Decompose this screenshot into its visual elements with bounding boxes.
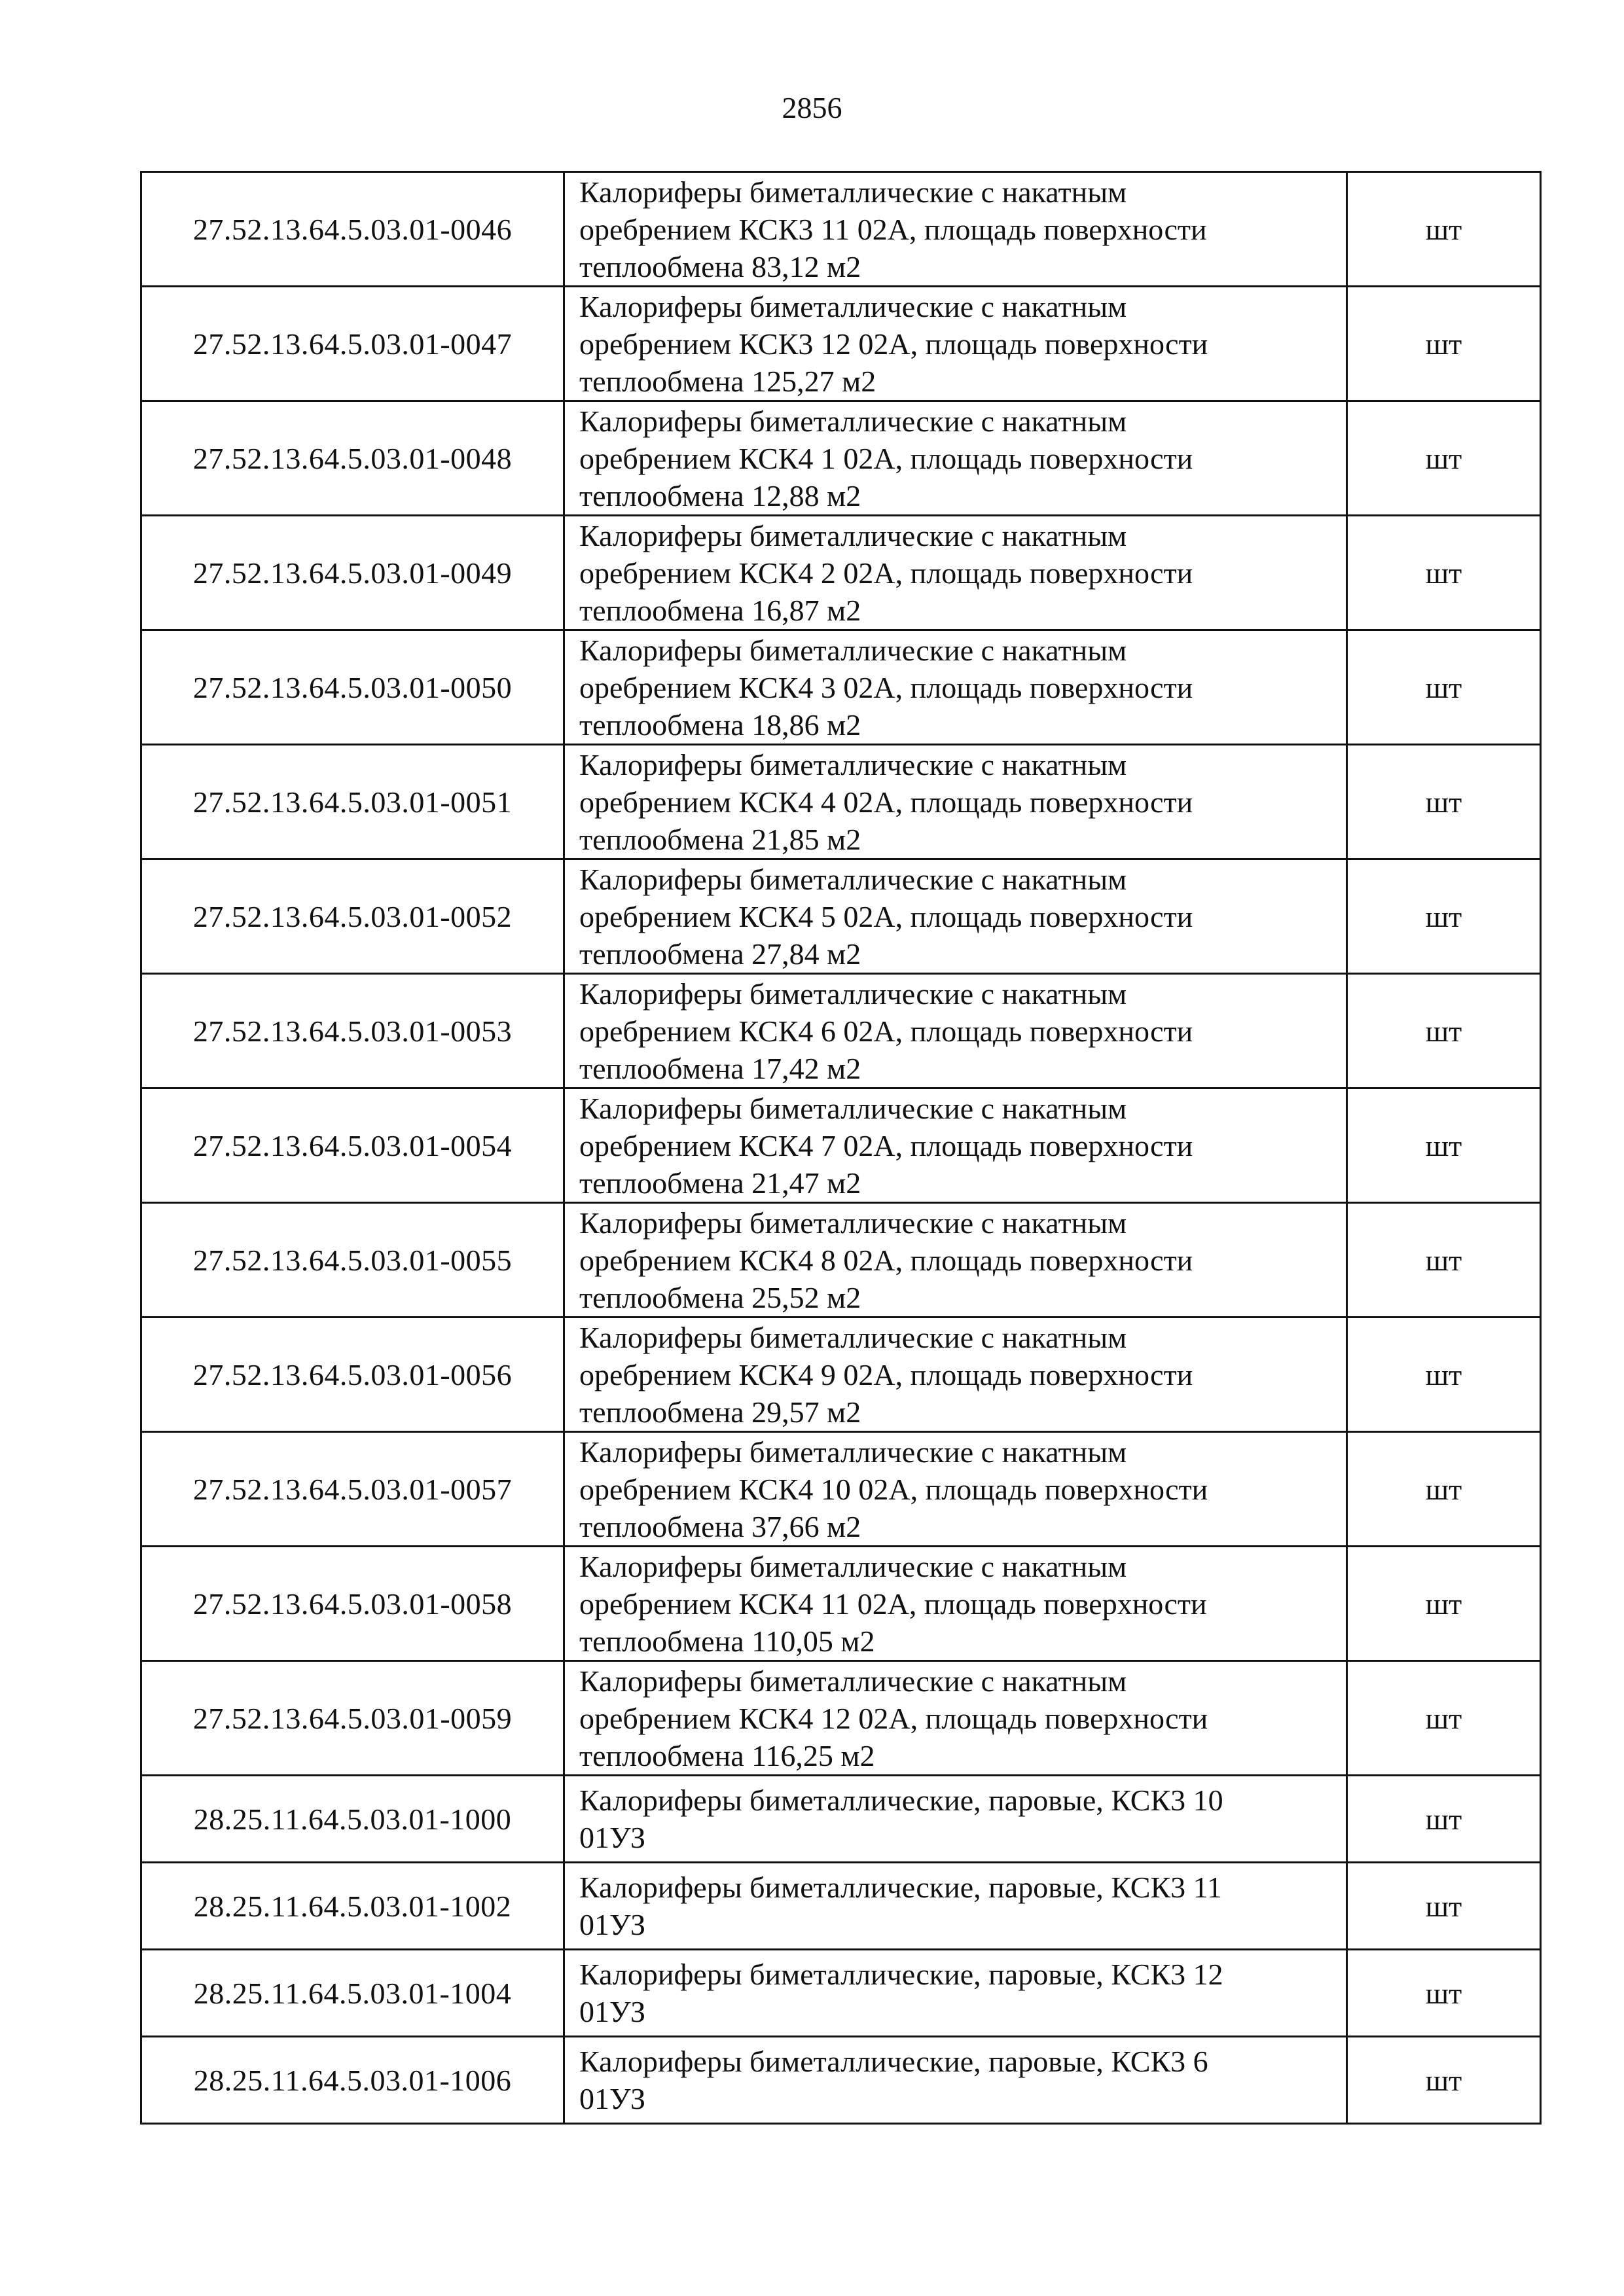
- table-row: [141, 1432, 1541, 1547]
- unit-of-measure: шт: [1347, 1950, 1541, 2037]
- unit-of-measure: шт: [1347, 1547, 1541, 1661]
- unit-of-measure: шт: [1347, 1863, 1541, 1950]
- resource-code: 28.25.11.64.5.03.01-1004: [141, 1950, 564, 2037]
- resource-code: 27.52.13.64.5.03.01-0054: [141, 1088, 564, 1203]
- resource-code: 28.25.11.64.5.03.01-1002: [141, 1863, 564, 1950]
- table-row: [141, 401, 1541, 516]
- table-row: [141, 630, 1541, 745]
- resource-description: Калориферы биметаллические с накатным оребрением КСК3 12 02А, площадь поверхности теплообмена 125,27 м2: [564, 287, 1347, 401]
- resource-description: Калориферы биметаллические, паровые, КСК3 12 01УЗ: [564, 1950, 1347, 2037]
- resource-description: Калориферы биметаллические с накатным оребрением КСК4 12 02А, площадь поверхности теплообмена 116,25 м2: [564, 1661, 1347, 1776]
- resource-code: 27.52.13.64.5.03.01-0055: [141, 1203, 564, 1318]
- resource-code: 28.25.11.64.5.03.01-1006: [141, 2037, 564, 2124]
- unit-of-measure: шт: [1347, 859, 1541, 974]
- table-row: [141, 1547, 1541, 1661]
- table-row: [141, 745, 1541, 859]
- resource-description: Калориферы биметаллические, паровые, КСК3 10 01УЗ: [564, 1776, 1347, 1863]
- resource-code: 27.52.13.64.5.03.01-0049: [141, 516, 564, 630]
- resource-code: 27.52.13.64.5.03.01-0058: [141, 1547, 564, 1661]
- unit-of-measure: шт: [1347, 401, 1541, 516]
- resource-code: 27.52.13.64.5.03.01-0050: [141, 630, 564, 745]
- unit-of-measure: шт: [1347, 1432, 1541, 1547]
- resource-code: 27.52.13.64.5.03.01-0048: [141, 401, 564, 516]
- resource-description: Калориферы биметаллические с накатным оребрением КСК4 7 02А, площадь поверхности теплообмена 21,47 м2: [564, 1088, 1347, 1203]
- table-row: [141, 516, 1541, 630]
- unit-of-measure: шт: [1347, 287, 1541, 401]
- resource-description: Калориферы биметаллические с накатным оребрением КСК4 5 02А, площадь поверхности теплообмена 27,84 м2: [564, 859, 1347, 974]
- unit-of-measure: шт: [1347, 1203, 1541, 1318]
- unit-of-measure: шт: [1347, 1661, 1541, 1776]
- resource-description: Калориферы биметаллические с накатным оребрением КСК4 10 02А, площадь поверхности теплообмена 37,66 м2: [564, 1432, 1347, 1547]
- table-row: [141, 172, 1541, 287]
- table-row: [141, 1318, 1541, 1432]
- resource-code: 27.52.13.64.5.03.01-0059: [141, 1661, 564, 1776]
- resource-description: Калориферы биметаллические, паровые, КСК3 6 01УЗ: [564, 2037, 1347, 2124]
- table-row: [141, 1776, 1541, 1863]
- table-row: [141, 1950, 1541, 2037]
- unit-of-measure: шт: [1347, 172, 1541, 287]
- table-row: [141, 859, 1541, 974]
- resource-code: 27.52.13.64.5.03.01-0057: [141, 1432, 564, 1547]
- table-row: [141, 974, 1541, 1088]
- resource-description: Калориферы биметаллические с накатным оребрением КСК4 9 02А, площадь поверхности теплообмена 29,57 м2: [564, 1318, 1347, 1432]
- unit-of-measure: шт: [1347, 630, 1541, 745]
- table-row: [141, 287, 1541, 401]
- unit-of-measure: шт: [1347, 2037, 1541, 2124]
- resource-code: 27.52.13.64.5.03.01-0047: [141, 287, 564, 401]
- resource-description: Калориферы биметаллические с накатным оребрением КСК4 11 02А, площадь поверхности теплообмена 110,05 м2: [564, 1547, 1347, 1661]
- unit-of-measure: шт: [1347, 1776, 1541, 1863]
- table-row: [141, 1088, 1541, 1203]
- table-row: [141, 2037, 1541, 2124]
- unit-of-measure: шт: [1347, 1318, 1541, 1432]
- resource-description: Калориферы биметаллические с накатным оребрением КСК3 11 02А, площадь поверхности теплообмена 83,12 м2: [564, 172, 1347, 287]
- resource-code: 27.52.13.64.5.03.01-0046: [141, 172, 564, 287]
- resource-description: Калориферы биметаллические с накатным оребрением КСК4 3 02А, площадь поверхности теплообмена 18,86 м2: [564, 630, 1347, 745]
- page-number: 2856: [782, 91, 842, 124]
- resource-code: 27.52.13.64.5.03.01-0051: [141, 745, 564, 859]
- resource-code: 27.52.13.64.5.03.01-0056: [141, 1318, 564, 1432]
- resource-description: Калориферы биметаллические с накатным оребрением КСК4 6 02А, площадь поверхности теплообмена 17,42 м2: [564, 974, 1347, 1088]
- resource-code: 27.52.13.64.5.03.01-0052: [141, 859, 564, 974]
- resource-description: Калориферы биметаллические с накатным оребрением КСК4 4 02А, площадь поверхности теплообмена 21,85 м2: [564, 745, 1347, 859]
- table-row: [141, 1203, 1541, 1318]
- resource-description: Калориферы биметаллические с накатным оребрением КСК4 1 02А, площадь поверхности теплообмена 12,88 м2: [564, 401, 1347, 516]
- unit-of-measure: шт: [1347, 974, 1541, 1088]
- table-row: [141, 1863, 1541, 1950]
- resource-code: 27.52.13.64.5.03.01-0053: [141, 974, 564, 1088]
- unit-of-measure: шт: [1347, 516, 1541, 630]
- resource-code: 28.25.11.64.5.03.01-1000: [141, 1776, 564, 1863]
- table-row: [141, 1661, 1541, 1776]
- resource-description: Калориферы биметаллические, паровые, КСК3 11 01УЗ: [564, 1863, 1347, 1950]
- price-table: [140, 171, 1542, 2125]
- resource-description: Калориферы биметаллические с накатным оребрением КСК4 2 02А, площадь поверхности теплообмена 16,87 м2: [564, 516, 1347, 630]
- resource-description: Калориферы биметаллические с накатным оребрением КСК4 8 02А, площадь поверхности теплообмена 25,52 м2: [564, 1203, 1347, 1318]
- unit-of-measure: шт: [1347, 1088, 1541, 1203]
- unit-of-measure: шт: [1347, 745, 1541, 859]
